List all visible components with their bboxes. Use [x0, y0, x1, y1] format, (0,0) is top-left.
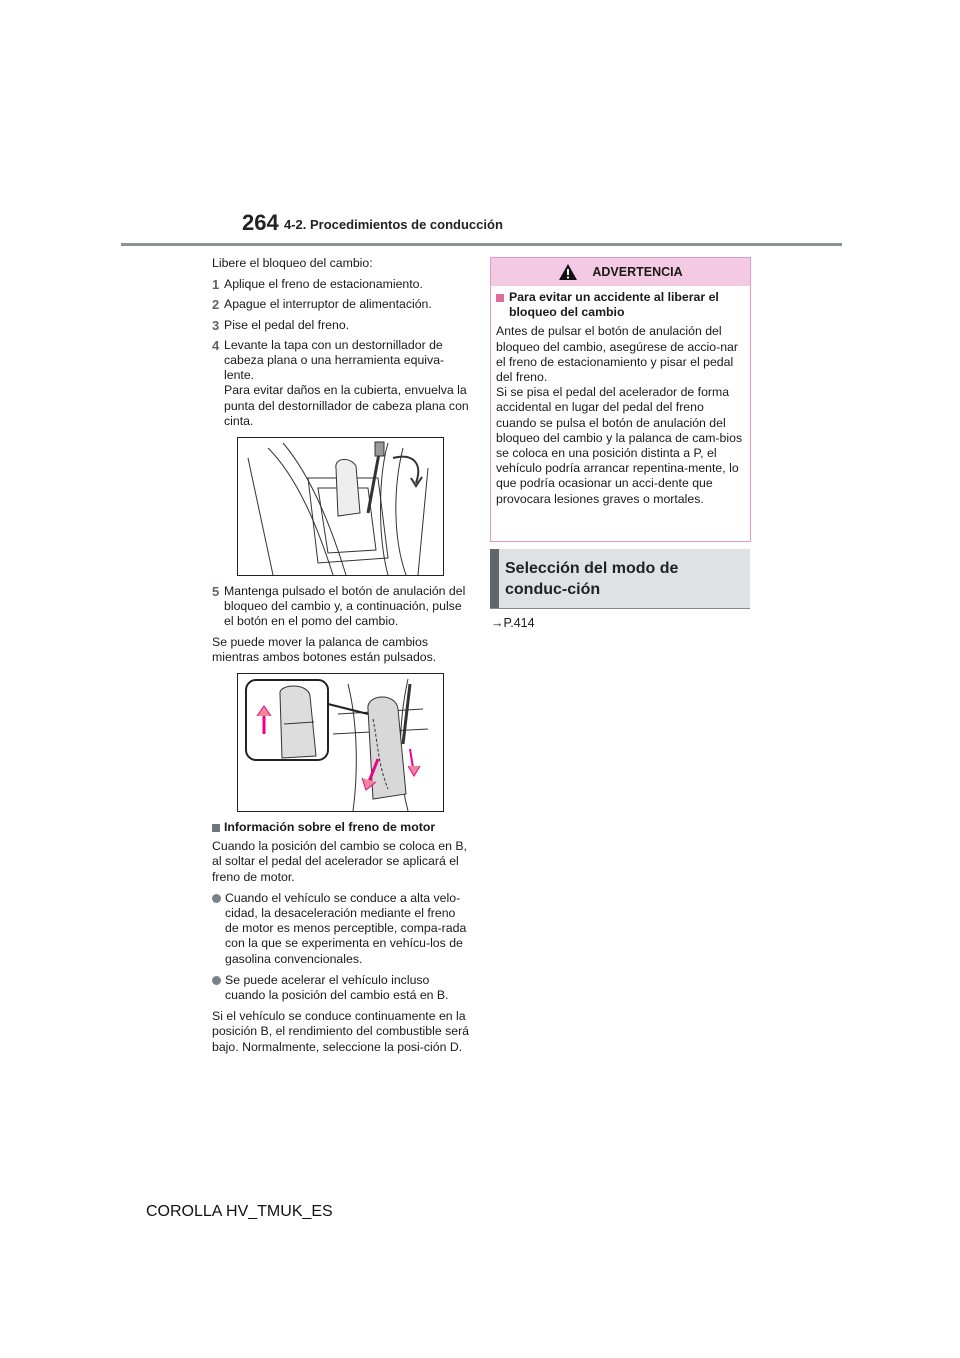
step-text: Mantenga pulsado el botón de anulación del bloqueo del cambio y, a continuación, pulse el botón en el pomo del cambio. [224, 584, 466, 629]
warning-text: Antes de pulsar el botón de anulación del bloqueo del cambio, asegúrese de accio-nar el freno de estacionamiento y pisar el pedal del freno. [496, 324, 738, 385]
shift-lock-release-illustration [237, 673, 444, 812]
step-text [224, 338, 470, 429]
step-5 [212, 584, 470, 630]
step-number: 4 [212, 337, 220, 353]
step-text: Pise el pedal del freno. [224, 317, 350, 332]
warning-text-2: Si se pisa el pedal del acelerador de forma accidental en lugar del pedal del freno cuando se pulsa el botón de anulación del bloqueo del cambio y la palanca de cam-bios se coloca en una posición distinta a P, el vehículo podría arrancar repentina-mente, lo que podría ocasionar un acci-dente que provocara lesiones graves o mortales. [496, 385, 743, 506]
engine-brake-text: Cuando la posición del cambio se coloca en B, al soltar el pedal del acelerador se aplicará el freno de motor. [212, 839, 467, 884]
step-4-main: Levante la tapa con un destornillador de cabeza plana o una herramienta equiva-lente. [224, 337, 445, 383]
intro-text: Libere el bloqueo del cambio: [212, 256, 373, 270]
bullet-icon [212, 976, 221, 985]
warning-header [491, 258, 750, 286]
square-bullet-icon [212, 824, 220, 832]
warning-title: ADVERTENCIA [592, 265, 683, 279]
heading-accent-bar [490, 549, 499, 608]
bullet-text: Se puede acelerar el vehículo incluso cuando la posición del cambio está en B. [225, 972, 449, 1003]
heading-rule [490, 608, 750, 609]
header-rule [121, 243, 842, 246]
left-column [212, 256, 470, 1061]
drive-mode-heading-text: Selección del modo de conduc-ción [505, 560, 679, 598]
after-step-text: Se puede mover la palanca de cambios mientras ambos botones están pulsados. [212, 634, 437, 664]
square-bullet-icon [496, 294, 504, 302]
section-title: 4-2. Procedimientos de conducción [284, 217, 503, 232]
warning-body [491, 286, 750, 507]
step-number: 5 [212, 584, 220, 600]
step-1 [212, 277, 470, 292]
engine-brake-heading-text: Información sobre el freno de motor [224, 820, 436, 835]
warning-subheading-text: Para evitar un accidente al liberar el bloqueo del cambio [509, 290, 719, 320]
document-footer: COROLLA HV_TMUK_ES [146, 1203, 333, 1220]
bullet-text: Cuando el vehículo se conduce a alta velo-cidad, la desaceleración mediante el freno de motor es menos perceptible, compa-rada con la que se experimenta en vehícu-los de gasolina convencionales. [225, 890, 467, 966]
drive-mode-heading [490, 549, 750, 608]
shift-lever-cover-illustration [237, 437, 444, 576]
closing-text: Si el vehículo se conduce continuamente en la posición B, el rendimiento del combustible será bajo. Normalmente, seleccione la posi-ción D. [212, 1009, 470, 1054]
step-4-note: Para evitar daños en la cubierta, envuelva la punta del destornillador de cabeza plana con cinta. [224, 383, 469, 428]
step-4 [212, 338, 470, 429]
step-number: 1 [212, 277, 220, 293]
list-item [212, 973, 470, 1003]
warning-box [490, 257, 751, 542]
step-number: 2 [212, 297, 220, 313]
warning-triangle-icon [558, 263, 578, 281]
step-3 [212, 318, 470, 333]
step-text: Apague el interruptor de alimentación. [224, 297, 432, 312]
page-reference-link[interactable]: →P.414 [491, 616, 535, 630]
page-number: 264 [242, 210, 279, 235]
list-item [212, 891, 470, 967]
step-2 [212, 297, 470, 312]
engine-brake-heading [212, 820, 470, 835]
warning-subheading [496, 290, 745, 320]
bullet-icon [212, 894, 221, 903]
step-number: 3 [212, 317, 220, 333]
step-text: Aplique el freno de estacionamiento. [224, 277, 423, 292]
